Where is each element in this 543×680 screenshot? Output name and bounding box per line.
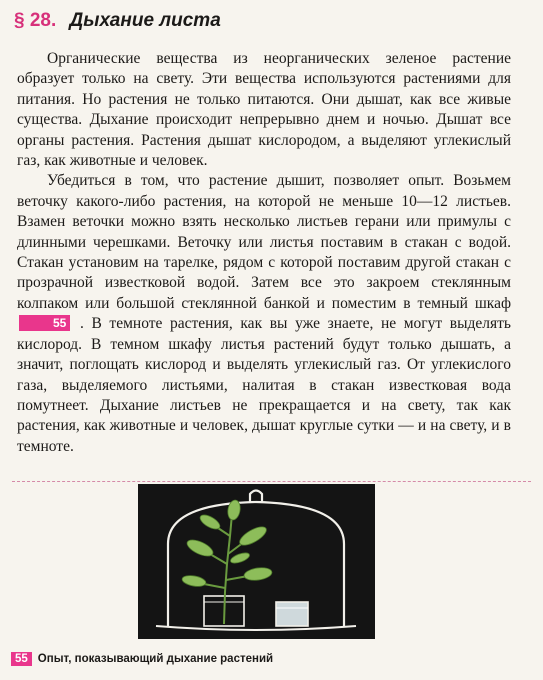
figure-number: 55 xyxy=(11,652,32,666)
paragraph-2 xyxy=(17,171,511,457)
plate xyxy=(156,626,356,630)
section-title: Дыхание листа xyxy=(69,10,221,31)
figure-illustration xyxy=(138,484,375,639)
section-number: § 28. xyxy=(14,10,57,31)
lime-water-glass xyxy=(276,602,308,626)
section-heading xyxy=(14,10,221,32)
paragraph-2-part-2: . В темноте растения, как вы уже знаете, не могут выделять кислород. В темном шкафу листья растений будут только дышать, а значит, поглощать кислород и выделять углекислый газ. От углекислого газа, выделяемого листьями, налитая в стакан известковая вода помутнеет. Дыхание листьев не прекращается и на свету, так как растения, как животные и человек, дышат круглые сутки — и на свету, и в темноте. xyxy=(17,315,511,455)
plant-stem xyxy=(204,514,248,624)
figure-reference[interactable]: 55 xyxy=(19,315,70,331)
section-divider xyxy=(12,481,531,482)
body-text xyxy=(17,49,511,457)
paragraph-1: Органические вещества из неорганических зеленое растение образует только на свету. Эти вещества используются растениями для питания. Но растения не только питаются. Они дышат, как все живые существа. Дыхание происходит непрерывно днем и ночью. Дышат все органы растения. Растения дышат кислородом, а выделяют углекислый газ, как животные и человек. xyxy=(17,50,511,170)
bell-jar xyxy=(168,491,344,627)
paragraph-2-part-1: Убедиться в том, что растение дышит, позволяет опыт. Возьмем веточку какого-либо растения, на которой не меньше 10—12 листьев. Взамен веточки можно взять несколько листьев герани или примулы с длинными черешками. Веточку или листья поставим в стакан с водой. Стакан установим на тарелке, рядом с которой поставим другой стакан с прозрачной известковой водой. Затем все это закроем стеклянным колпаком или большой стеклянной банкой и поместим в темный шкаф xyxy=(17,172,511,312)
bell-jar-experiment-illustration xyxy=(138,484,375,639)
figure-caption xyxy=(11,652,273,666)
figure-caption-text: Опыт, показывающий дыхание растений xyxy=(37,653,274,665)
